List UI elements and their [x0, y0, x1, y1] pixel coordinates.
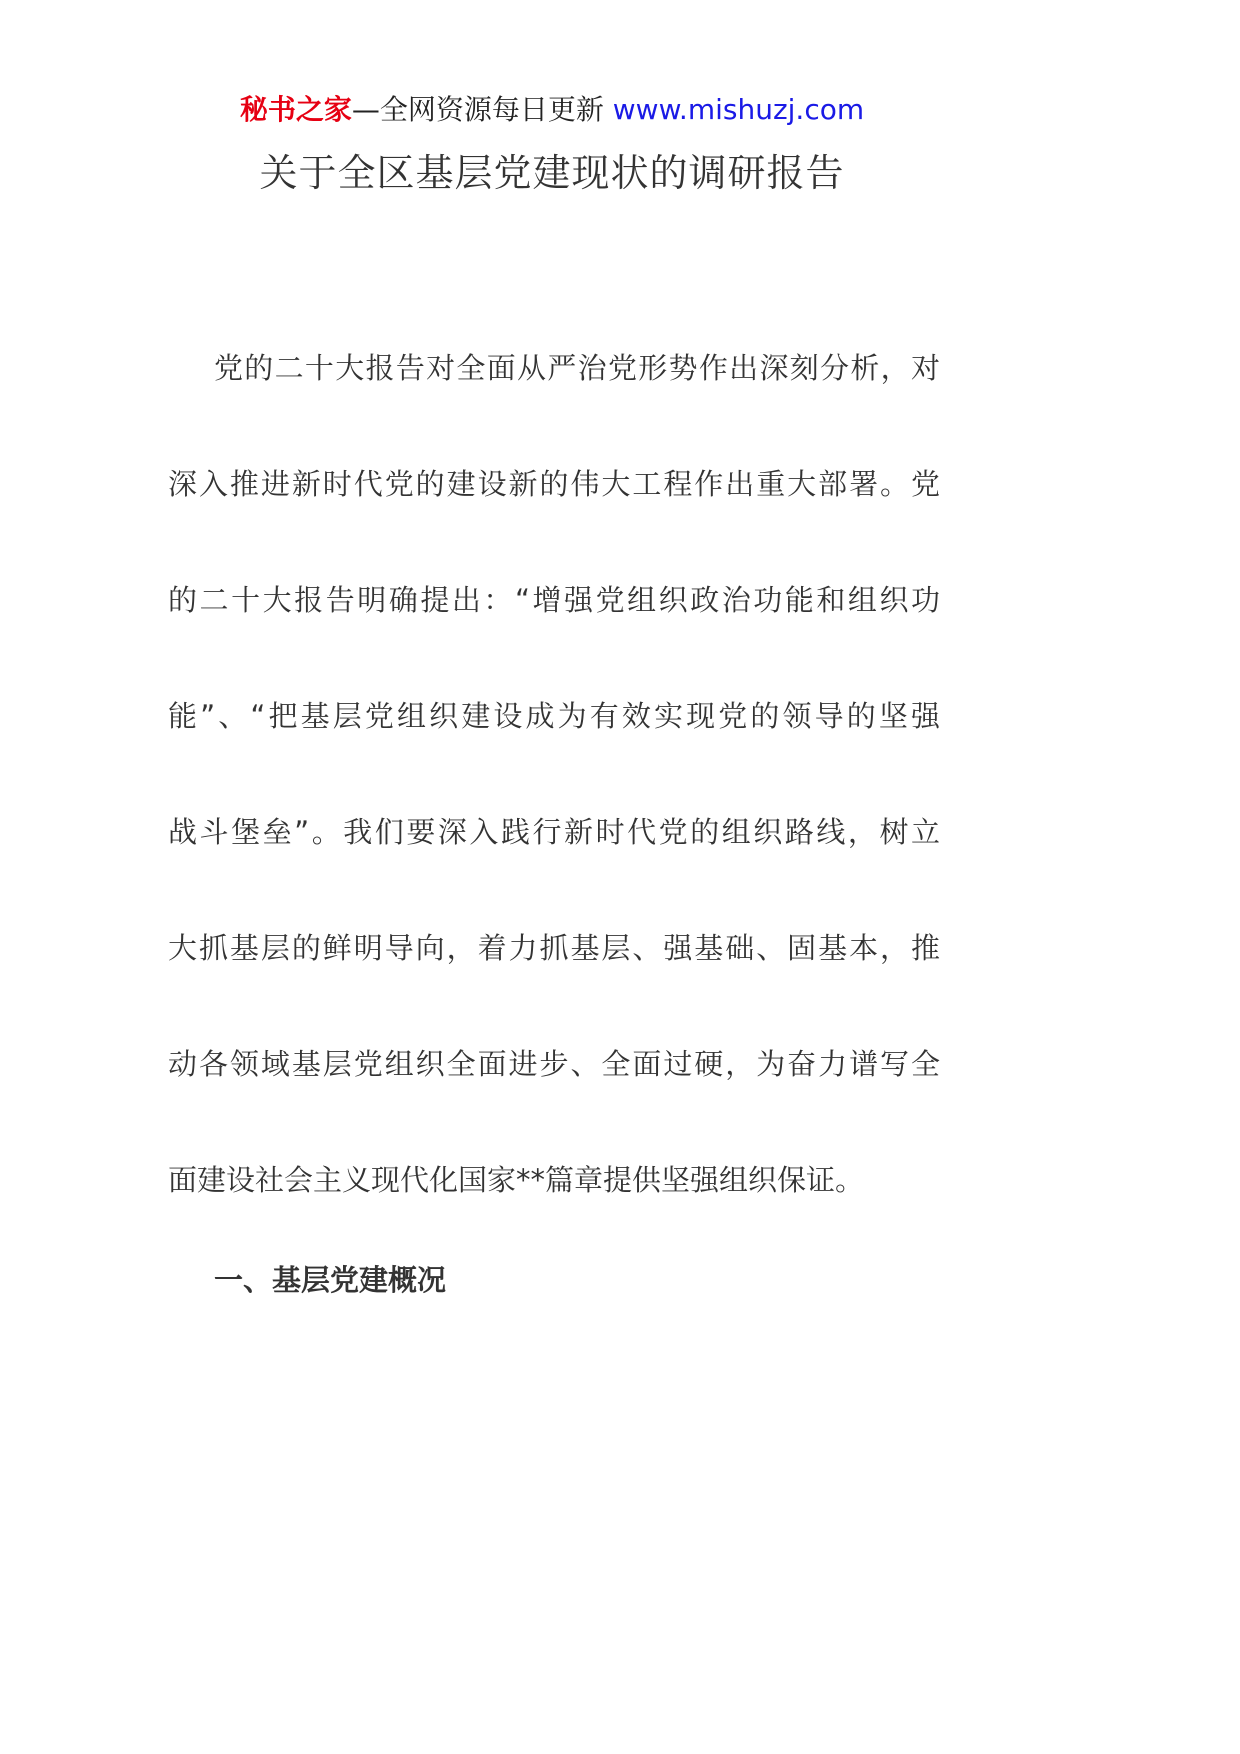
paragraph-line: 的二十大报告明确提出：“增强党组织政治功能和组织功 — [168, 583, 940, 617]
paragraph-line: 战斗堡垒”。我们要深入践行新时代党的组织路线，树立 — [168, 815, 940, 849]
site-url-link[interactable]: www.mishuzj.com — [612, 93, 865, 126]
paragraph-line: 深入推进新时代党的建设新的伟大工程作出重大部署。党 — [168, 467, 940, 501]
paragraph-line: 党的二十大报告对全面从严治党形势作出深刻分析，对 — [214, 351, 940, 385]
document-title: 关于全区基层党建现状的调研报告 — [259, 151, 845, 195]
section-heading: 一、基层党建概况 — [214, 1263, 447, 1297]
paragraph-line: 能”、“把基层党组织建设成为有效实现党的领导的坚强 — [168, 699, 940, 733]
brand-name: 秘书之家 — [239, 93, 352, 126]
site-header — [0, 90, 1104, 130]
paragraph-line: 动各领域基层党组织全面进步、全面过硬，为奋力谱写全 — [168, 1047, 940, 1081]
paragraph-line: 大抓基层的鲜明导向，着力抓基层、强基础、固基本，推 — [168, 931, 940, 965]
paragraph-line: 面建设社会主义现代化国家**篇章提供坚强组织保证。 — [168, 1163, 865, 1197]
header-slogan: —全网资源每日更新 — [351, 93, 613, 126]
